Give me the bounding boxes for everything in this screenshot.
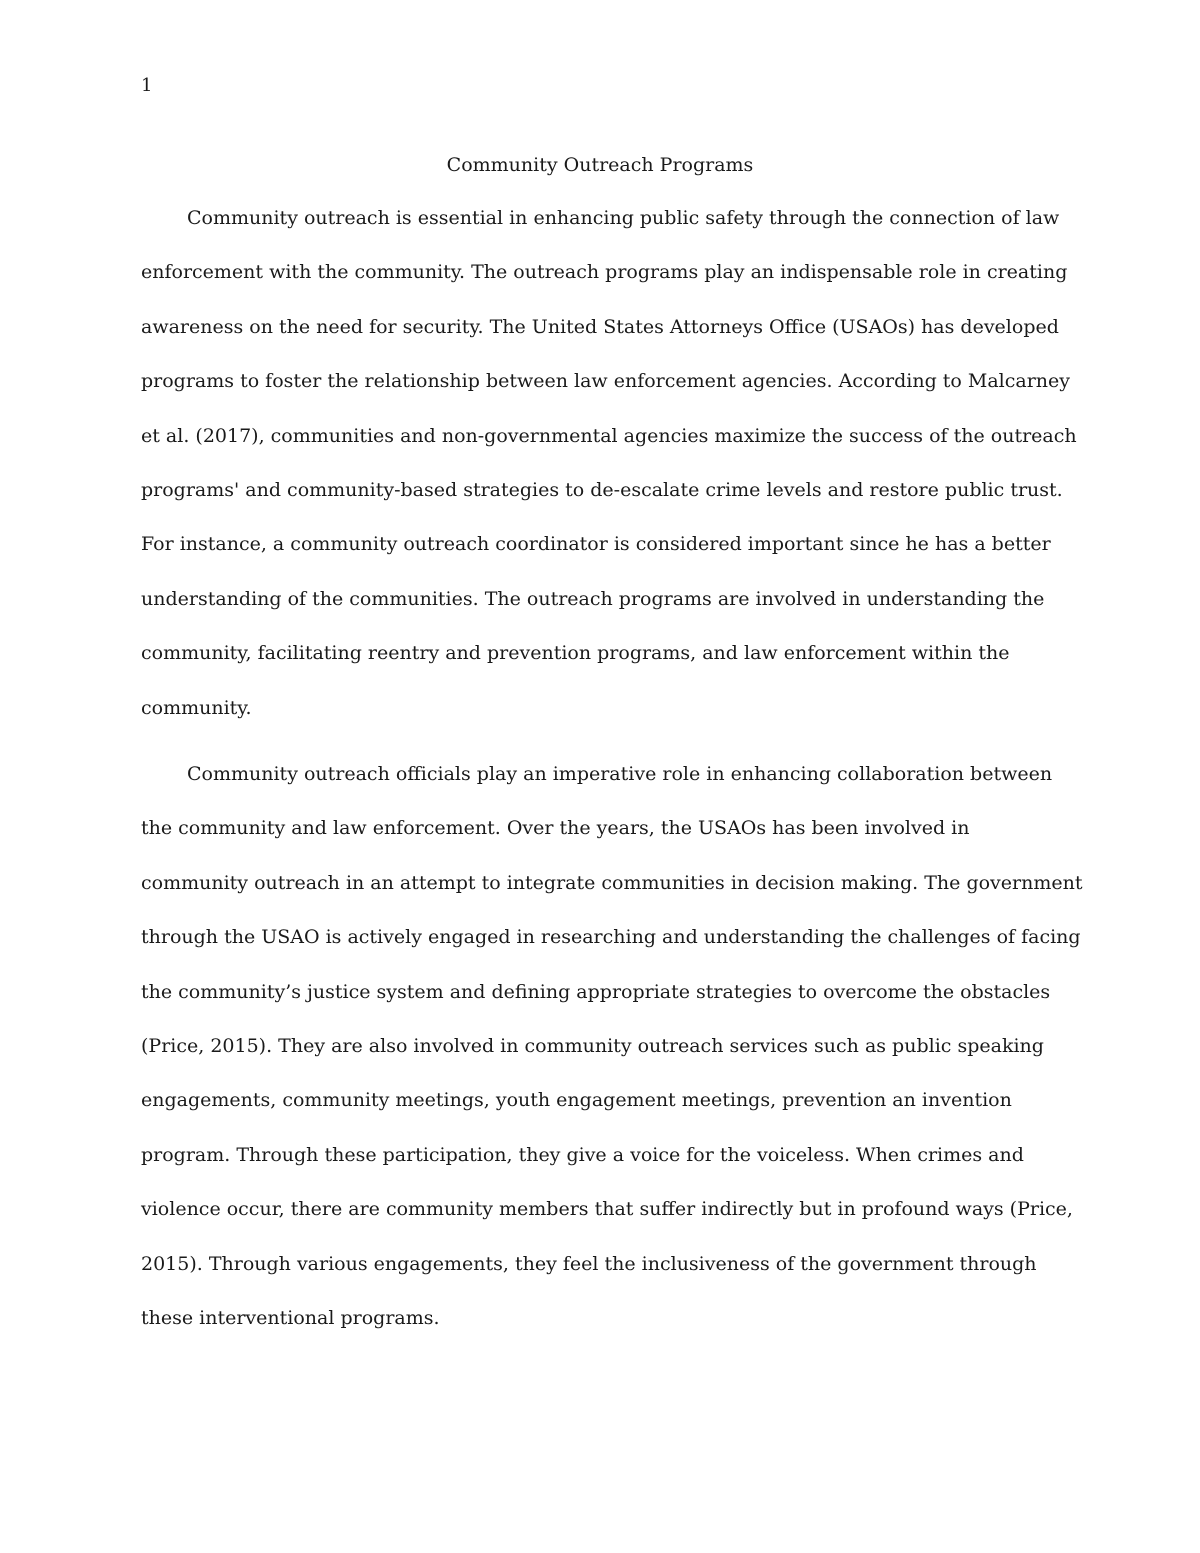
paragraph-line: enforcement with the community. The outreach programs play an indispensable role in creating bbox=[141, 261, 1068, 284]
paragraph-line: through the USAO is actively engaged in researching and understanding the challenges of facing bbox=[141, 926, 1081, 949]
page-number: 1 bbox=[141, 75, 153, 96]
paragraph-line: For instance, a community outreach coordinator is considered important since he has a better bbox=[141, 533, 1051, 556]
paragraph-line: understanding of the communities. The outreach programs are involved in understanding the bbox=[141, 587, 1045, 610]
paragraph-line: Community outreach is essential in enhancing public safety through the connection of law bbox=[187, 207, 1060, 229]
paragraph-line: the community’s justice system and defining appropriate strategies to overcome the obstacles bbox=[141, 980, 1051, 1003]
paragraph-line: community outreach in an attempt to integrate communities in decision making. The government bbox=[141, 871, 1083, 894]
document-title: Community Outreach Programs bbox=[446, 154, 754, 176]
paragraph bbox=[141, 761, 1083, 1359]
paragraph-line: engagements, community meetings, youth engagement meetings, prevention an invention bbox=[141, 1089, 1012, 1112]
paragraph-line: Community outreach officials play an imperative role in enhancing collaboration between bbox=[187, 763, 1053, 785]
paragraph-line: awareness on the need for security. The United States Attorneys Office (USAOs) has developed bbox=[141, 315, 1059, 338]
paragraph-line: these interventional programs. bbox=[141, 1306, 440, 1329]
paragraph-line: community, facilitating reentry and prevention programs, and law enforcement within the bbox=[141, 642, 1010, 665]
paragraph-line: programs' and community-based strategies to de-escalate crime levels and restore public trust. bbox=[141, 478, 1063, 501]
paragraph-line: community. bbox=[141, 696, 252, 719]
paragraph-line: 2015). Through various engagements, they feel the inclusiveness of the government through bbox=[141, 1252, 1037, 1275]
paragraph-line: et al. (2017), communities and non-governmental agencies maximize the success of the outreach bbox=[141, 424, 1077, 447]
paragraph-line: (Price, 2015). They are also involved in community outreach services such as public speaking bbox=[141, 1034, 1044, 1057]
paragraph-line: the community and law enforcement. Over the years, the USAOs has been involved in bbox=[141, 817, 970, 840]
paragraph-line: programs to foster the relationship between law enforcement agencies. According to Malcarney bbox=[141, 370, 1071, 393]
paragraph-line: program. Through these participation, they give a voice for the voiceless. When crimes and bbox=[141, 1143, 1024, 1166]
paragraph-line: violence occur, there are community members that suffer indirectly but in profound ways (Price, bbox=[141, 1198, 1073, 1221]
paragraph bbox=[141, 205, 1077, 749]
